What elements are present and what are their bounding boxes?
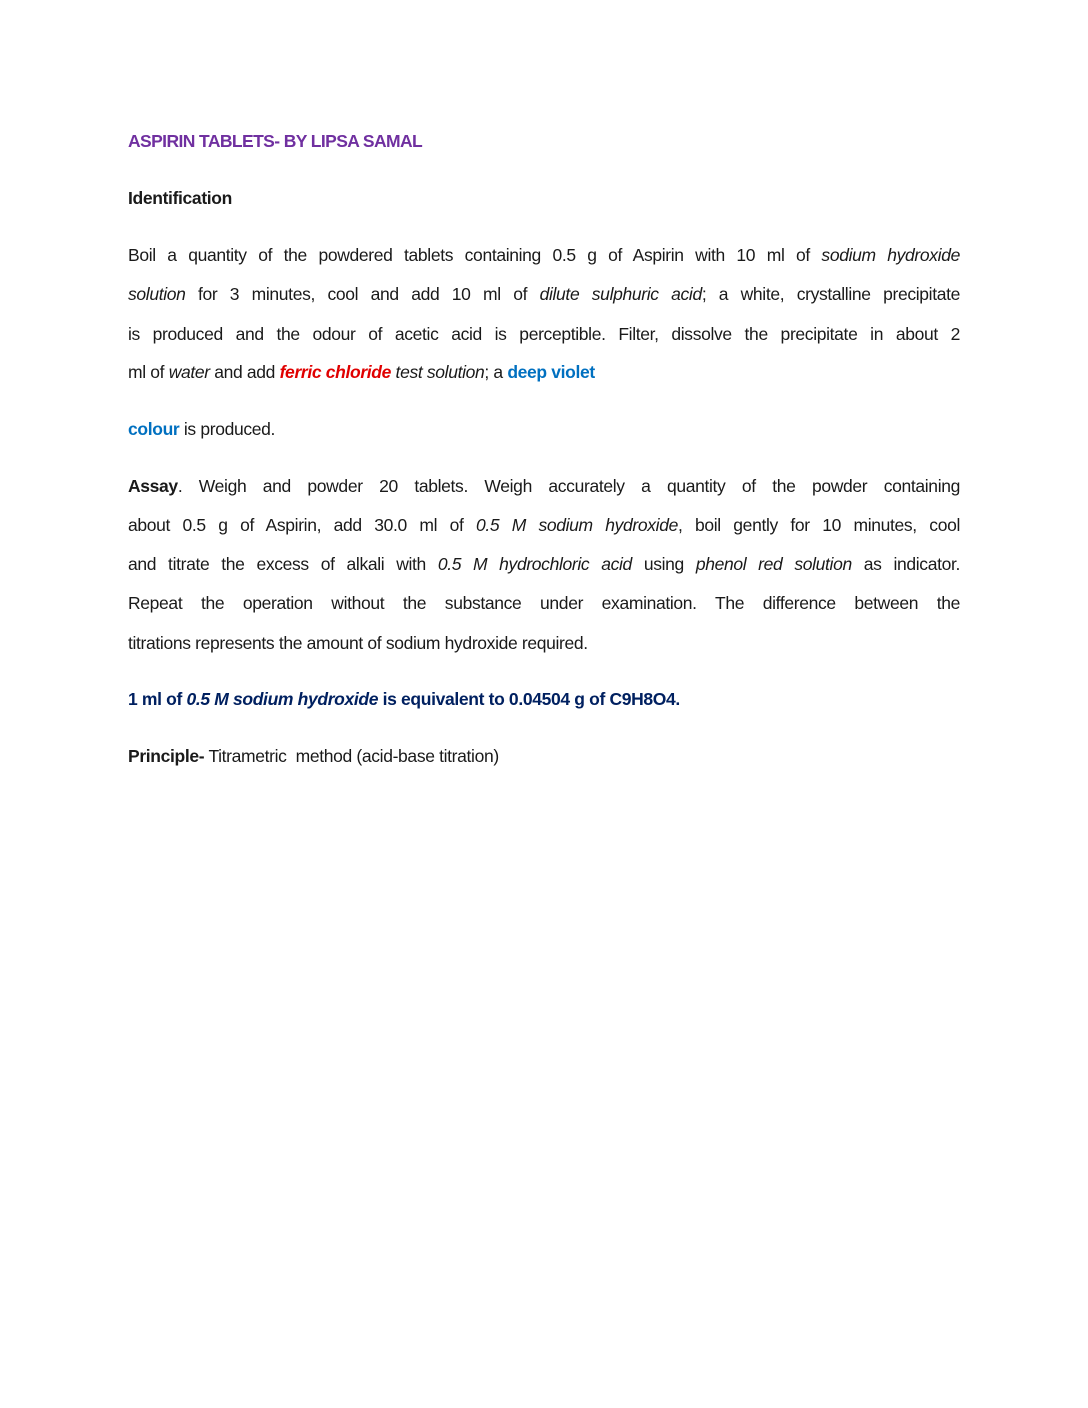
text-line: [128, 418, 960, 440]
text-run: as indicator.: [851, 554, 960, 574]
text-run: ml of: [128, 362, 169, 382]
text-line: Repeat the operation without the substance under examination. The difference between the: [128, 593, 960, 613]
text-run: about 0.5 g of Aspirin, add 30.0 ml of: [128, 515, 476, 535]
text-run: , boil gently for 10 minutes, cool: [677, 515, 960, 535]
reagent-text: 0.5 M sodium hydroxide: [186, 689, 379, 709]
colour-text: colour: [128, 419, 180, 439]
text-line: titrations represents the amount of sodium hydroxide required.: [128, 633, 588, 653]
text-line: [128, 475, 960, 497]
deep-violet-text: deep violet: [507, 362, 595, 382]
text-run: 1 ml of: [128, 689, 187, 709]
equivalence-statement: [128, 688, 960, 710]
reagent-text: sodium hydroxide: [821, 245, 960, 265]
text-run: using: [631, 554, 696, 574]
reagent-text: dilute sulphuric acid: [539, 284, 702, 304]
reagent-text: water: [168, 362, 210, 382]
text-run: is equivalent to 0.04504 g of C9H8O4.: [378, 689, 680, 709]
assay-label: Assay: [128, 476, 178, 496]
reagent-text: test solution: [391, 362, 485, 382]
text-line: [128, 553, 960, 575]
reagent-text: phenol red solution: [695, 554, 852, 574]
text-run: Boil a quantity of the powdered tablets containing 0.5 g of Aspirin with 10 ml of: [128, 245, 822, 265]
principle-label: Principle-: [128, 746, 205, 766]
text-line: [128, 361, 960, 383]
document-title: ASPIRIN TABLETS- BY LIPSA SAMAL: [128, 131, 423, 151]
text-run: is produced.: [179, 419, 276, 439]
reagent-text: solution: [128, 284, 186, 304]
text-line: [128, 244, 960, 266]
text-run: and titrate the excess of alkali with: [128, 554, 438, 574]
text-line: is produced and the odour of acetic acid is perceptible. Filter, dissolve the precipitate in about 2: [128, 324, 960, 344]
ferric-chloride-text: ferric chloride: [279, 362, 392, 382]
text-run: ; a white, crystalline precipitate: [701, 284, 960, 304]
identification-heading: Identification: [128, 188, 232, 208]
reagent-text: 0.5 M hydrochloric acid: [437, 554, 632, 574]
principle-line: [128, 745, 960, 767]
text-line: [128, 283, 960, 305]
reagent-text: 0.5 M sodium hydroxide: [475, 515, 678, 535]
principle-text: Titrametric method (acid-base titration): [204, 746, 499, 766]
text-run: and add: [209, 362, 280, 382]
text-line: [128, 514, 960, 536]
text-run: for 3 minutes, cool and add 10 ml of: [185, 284, 540, 304]
text-run: . Weigh and powder 20 tablets. Weigh accurately a quantity of the powder containing: [177, 476, 960, 496]
text-run: ; a: [484, 362, 508, 382]
